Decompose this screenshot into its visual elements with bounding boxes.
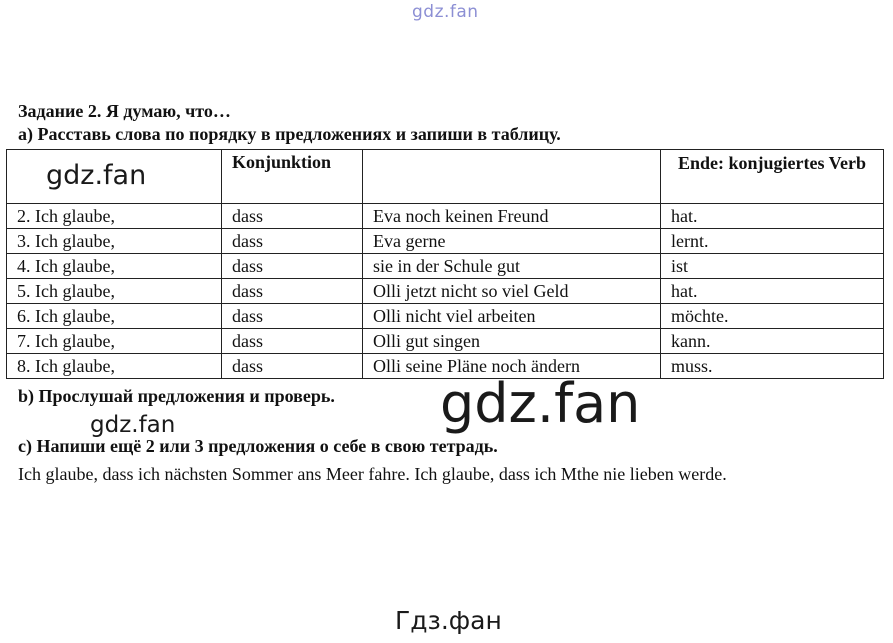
cell-konjunktion: dass bbox=[222, 204, 363, 229]
cell-middle: Olli gut singen bbox=[363, 329, 661, 354]
cell-verb: möchte. bbox=[661, 304, 884, 329]
cell-middle: Eva noch keinen Freund bbox=[363, 204, 661, 229]
cell-verb: kann. bbox=[661, 329, 884, 354]
table-row bbox=[7, 304, 884, 329]
answer-paragraph: Ich glaube, dass ich nächsten Sommer ans Meer fahre. Ich glaube, dass ich Mthe nie lieben werde. bbox=[18, 464, 727, 484]
watermark-table-cell: gdz.fan bbox=[46, 160, 147, 191]
cell-middle: Eva gerne bbox=[363, 229, 661, 254]
cell-sentence-start: 7. Ich glaube, bbox=[7, 329, 222, 354]
cell-middle: sie in der Schule gut bbox=[363, 254, 661, 279]
table-row bbox=[7, 229, 884, 254]
cell-sentence-start: 3. Ich glaube, bbox=[7, 229, 222, 254]
watermark-bottom: Гдз.фан bbox=[395, 606, 502, 635]
task-title: Задание 2. Я думаю, что… bbox=[18, 101, 231, 121]
cell-middle: Olli seine Pläne noch ändern bbox=[363, 354, 661, 379]
cell-sentence-start: 6. Ich glaube, bbox=[7, 304, 222, 329]
cell-sentence-start: 8. Ich glaube, bbox=[7, 354, 222, 379]
cell-sentence-start: 2. Ich glaube, bbox=[7, 204, 222, 229]
cell-konjunktion: dass bbox=[222, 279, 363, 304]
cell-verb: muss. bbox=[661, 354, 884, 379]
cell-verb: hat. bbox=[661, 279, 884, 304]
table-row bbox=[7, 329, 884, 354]
header-cell-konjunktion: Konjunktion bbox=[222, 150, 363, 204]
instruction-c: c) Напиши ещё 2 или 3 предложения о себе в свою тетрадь. bbox=[18, 436, 498, 456]
watermark-middle-left: gdz.fan bbox=[90, 412, 176, 438]
table-row bbox=[7, 279, 884, 304]
cell-verb: ist bbox=[661, 254, 884, 279]
cell-konjunktion: dass bbox=[222, 304, 363, 329]
cell-verb: hat. bbox=[661, 204, 884, 229]
instruction-b: b) Прослушай предложения и проверь. bbox=[18, 386, 335, 406]
cell-verb: lernt. bbox=[661, 229, 884, 254]
watermark-top: gdz.fan bbox=[412, 2, 479, 22]
instruction-a: а) Расставь слова по порядку в предложениях и запиши в таблицу. bbox=[18, 124, 561, 144]
cell-konjunktion: dass bbox=[222, 229, 363, 254]
header-cell-ende: Ende: konjugiertes Verb bbox=[661, 150, 884, 204]
table-row bbox=[7, 204, 884, 229]
cell-konjunktion: dass bbox=[222, 254, 363, 279]
cell-middle: Olli nicht viel arbeiten bbox=[363, 304, 661, 329]
cell-sentence-start: 4. Ich glaube, bbox=[7, 254, 222, 279]
table-row bbox=[7, 254, 884, 279]
header-cell-middle bbox=[363, 150, 661, 204]
cell-konjunktion: dass bbox=[222, 354, 363, 379]
cell-sentence-start: 5. Ich glaube, bbox=[7, 279, 222, 304]
watermark-center: gdz.fan bbox=[440, 372, 641, 435]
cell-middle: Olli jetzt nicht so viel Geld bbox=[363, 279, 661, 304]
cell-konjunktion: dass bbox=[222, 329, 363, 354]
